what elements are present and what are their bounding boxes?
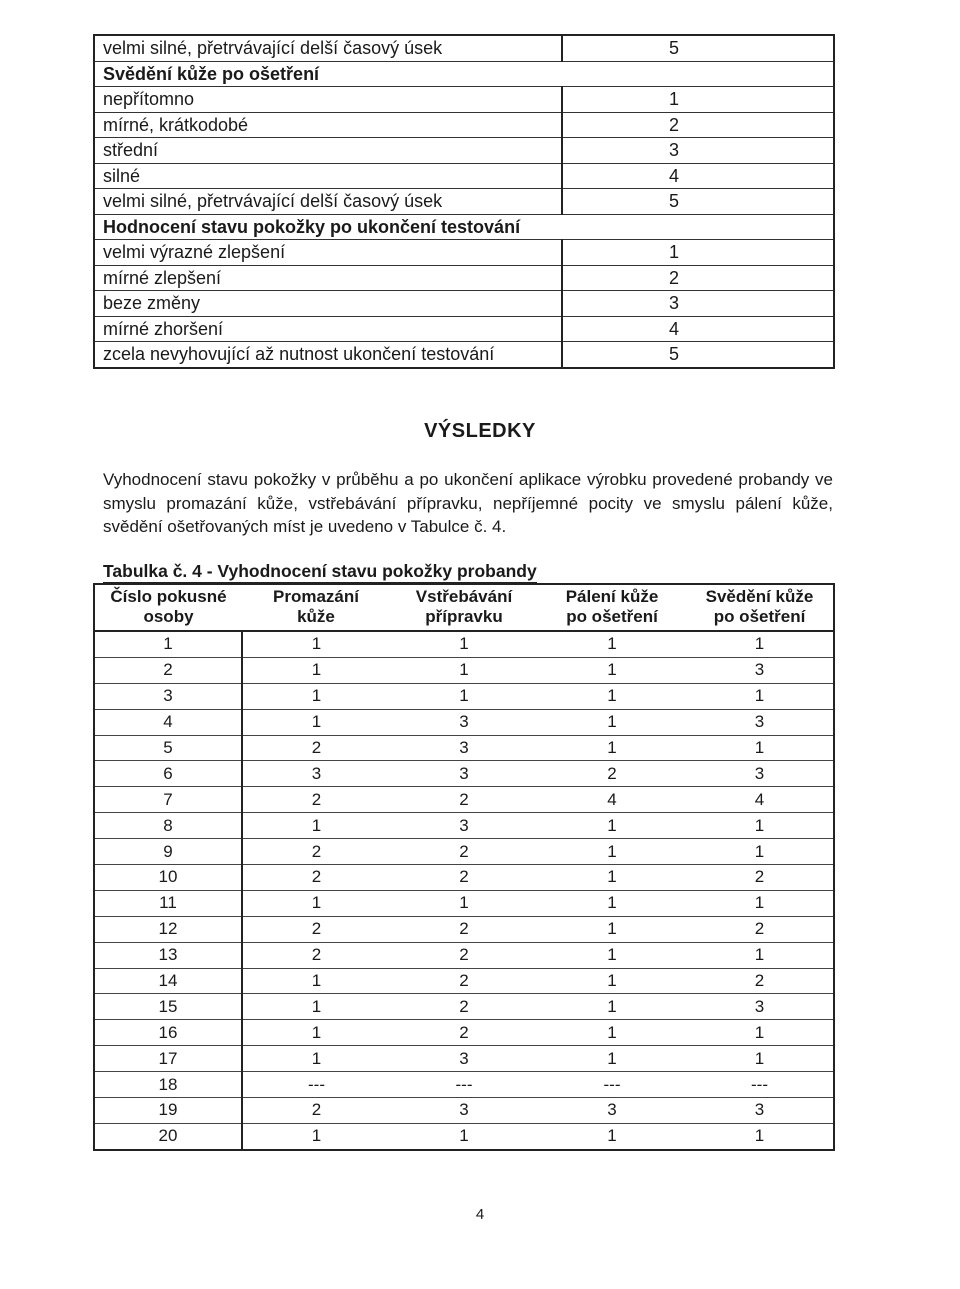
rating-cell: 1 <box>754 893 765 913</box>
rating-cell: 1 <box>607 945 617 965</box>
scale-row <box>94 189 834 215</box>
rating-cell: 3 <box>754 712 765 732</box>
table-row <box>94 968 834 994</box>
rating-cell: 2 <box>754 919 765 939</box>
scale-label: beze změny <box>94 291 562 317</box>
rating-cell: 1 <box>754 1126 765 1146</box>
rating-cell: --- <box>603 1074 621 1094</box>
table-header-row <box>94 584 834 631</box>
table-row <box>94 916 834 942</box>
scale-value <box>562 61 834 87</box>
rating-cell: 1 <box>607 634 617 654</box>
rating-cell: 1 <box>607 815 617 835</box>
rating-cell: 1 <box>607 1048 617 1068</box>
rating-cell: 1 <box>607 996 617 1016</box>
rating-cell: 2 <box>459 945 469 965</box>
subject-number-cell: 7 <box>94 787 242 813</box>
rating-cell: 2 <box>459 841 469 861</box>
rating-cell: 2 <box>754 867 765 887</box>
rating-cell: 1 <box>607 660 617 680</box>
subject-number-cell: 3 <box>94 683 242 709</box>
scale-label: mírné zlepšení <box>94 265 562 291</box>
rating-cell: 1 <box>311 712 322 732</box>
rating-cell: 1 <box>311 1126 322 1146</box>
scale-label: mírné, krátkodobé <box>94 112 562 138</box>
rating-cell: 3 <box>311 763 322 783</box>
scale-value: 4 <box>562 163 834 189</box>
rating-cell: 1 <box>311 634 322 654</box>
table-row <box>94 1098 834 1124</box>
rating-cell: 1 <box>459 686 469 706</box>
rating-cell: 2 <box>459 996 469 1016</box>
subject-number-cell: 20 <box>94 1123 242 1149</box>
results-paragraph: Vyhodnocení stavu pokožky v průběhu a po ukončení aplikace výrobku provedené probandy ve smyslu promazání kůže, vstřebávání přípravku, nepříjemné pocity ve smyslu pálení kůže, svědění ošetřovaných míst je uvedeno v Tabulce č. 4. <box>103 470 833 536</box>
rating-cell: 1 <box>459 893 469 913</box>
rating-cell: 1 <box>459 634 469 654</box>
rating-cell: 1 <box>754 945 765 965</box>
column-header: Promazání kůže <box>242 584 390 631</box>
rating-cell: 1 <box>754 1022 765 1042</box>
table-row <box>94 709 834 735</box>
scale-label: Hodnocení stavu pokožky po ukončení testování <box>94 214 562 240</box>
scale-row <box>94 316 834 342</box>
rating-cell: 1 <box>459 660 469 680</box>
scale-row <box>94 87 834 113</box>
rating-cell: 2 <box>311 945 322 965</box>
table-row <box>94 1123 834 1149</box>
table-row <box>94 1046 834 1072</box>
rating-cell: 2 <box>311 1100 322 1120</box>
subject-number-cell: 6 <box>94 761 242 787</box>
rating-cell: 1 <box>607 893 617 913</box>
rating-cell: 2 <box>459 789 469 809</box>
subject-number-cell: 10 <box>94 865 242 891</box>
rating-cell: 2 <box>607 763 617 783</box>
rating-cell: 2 <box>459 971 469 991</box>
rating-cell: 2 <box>311 738 322 757</box>
page-number: 4 <box>475 1206 485 1223</box>
rating-cell: 3 <box>754 1100 765 1120</box>
scale-row <box>94 112 834 138</box>
subject-number-cell: 5 <box>94 735 242 761</box>
table-row <box>94 683 834 709</box>
rating-cell: 3 <box>754 996 765 1016</box>
subject-number-cell: 18 <box>94 1072 242 1098</box>
table-row <box>94 865 834 891</box>
column-header: Vstřebávání přípravku <box>390 584 538 631</box>
rating-scale-table <box>93 34 835 369</box>
table-row <box>94 735 834 761</box>
rating-cell: 1 <box>754 686 765 706</box>
scale-value: 2 <box>562 265 834 291</box>
scale-value: 3 <box>562 291 834 317</box>
rating-cell: 4 <box>607 789 617 809</box>
subject-number-cell: 11 <box>94 890 242 916</box>
rating-cell: 1 <box>607 1126 617 1146</box>
rating-cell: 2 <box>459 1022 469 1042</box>
rating-cell: 1 <box>754 1048 765 1068</box>
rating-cell: 3 <box>754 763 765 783</box>
skin-evaluation-table <box>93 583 835 1151</box>
rating-cell: 1 <box>311 686 322 706</box>
rating-cell: 2 <box>311 919 322 939</box>
subject-number-cell: 19 <box>94 1098 242 1124</box>
rating-cell: 1 <box>607 919 617 939</box>
subject-number-cell: 12 <box>94 916 242 942</box>
rating-cell: 1 <box>311 1022 322 1042</box>
column-header: Svědění kůže po ošetření <box>686 584 834 631</box>
scale-value <box>562 214 834 240</box>
subject-number-cell: 13 <box>94 942 242 968</box>
subject-number-cell: 17 <box>94 1046 242 1072</box>
table-row <box>94 1072 834 1098</box>
table-row <box>94 890 834 916</box>
scale-label: střední <box>94 138 562 164</box>
column-header: Číslo pokusné osoby <box>94 584 242 631</box>
rating-cell: 1 <box>607 841 617 861</box>
table-row <box>94 631 834 657</box>
rating-cell: 3 <box>459 712 469 732</box>
scale-label: velmi silné, přetrvávající delší časový úsek <box>94 189 562 215</box>
rating-cell: 1 <box>754 841 765 861</box>
scale-label: velmi silné, přetrvávající delší časový úsek <box>94 35 562 61</box>
rating-cell: 3 <box>459 815 469 835</box>
scale-label: mírné zhoršení <box>94 316 562 342</box>
rating-cell: 1 <box>311 996 322 1016</box>
rating-cell: 1 <box>459 1126 469 1146</box>
scale-value: 5 <box>562 35 834 61</box>
rating-cell: 1 <box>754 634 765 654</box>
scale-value: 1 <box>562 240 834 266</box>
results-heading: VÝSLEDKY <box>424 420 536 442</box>
scale-value: 5 <box>562 189 834 215</box>
table-row <box>94 813 834 839</box>
table-row <box>94 761 834 787</box>
scale-value: 5 <box>562 342 834 368</box>
scale-row <box>94 35 834 61</box>
subject-number-cell: 14 <box>94 968 242 994</box>
scale-label: Svědění kůže po ošetření <box>94 61 562 87</box>
rating-cell: 1 <box>311 660 322 680</box>
rating-cell: --- <box>751 1074 768 1094</box>
scale-value: 3 <box>562 138 834 164</box>
rating-cell: 1 <box>607 971 617 991</box>
subject-number-cell: 15 <box>94 994 242 1020</box>
rating-cell: 1 <box>607 738 617 757</box>
rating-cell: 1 <box>754 815 765 835</box>
rating-cell: 2 <box>311 867 322 887</box>
subject-number-cell: 16 <box>94 1020 242 1046</box>
rating-cell: 3 <box>459 738 469 757</box>
rating-cell: 3 <box>607 1100 617 1120</box>
scale-section-header <box>94 214 834 240</box>
rating-cell: 2 <box>459 867 469 887</box>
rating-cell: --- <box>455 1074 473 1094</box>
column-header: Pálení kůže po ošetření <box>538 584 686 631</box>
rating-cell: 1 <box>607 867 617 887</box>
table-row <box>94 1020 834 1046</box>
scale-label: silné <box>94 163 562 189</box>
rating-cell: 1 <box>607 686 617 706</box>
table-row <box>94 657 834 683</box>
table-row <box>94 994 834 1020</box>
scale-label: zcela nevyhovující až nutnost ukončení testování <box>94 342 562 368</box>
rating-cell: 1 <box>754 738 765 757</box>
rating-cell: 1 <box>311 1048 322 1068</box>
subject-number-cell: 8 <box>94 813 242 839</box>
scale-value: 1 <box>562 87 834 113</box>
scale-value: 2 <box>562 112 834 138</box>
scale-section-header <box>94 61 834 87</box>
subject-number-cell: 1 <box>94 631 242 657</box>
rating-cell: 2 <box>754 971 765 991</box>
scale-row <box>94 265 834 291</box>
rating-cell: 2 <box>311 789 322 809</box>
scale-label: velmi výrazné zlepšení <box>94 240 562 266</box>
rating-cell: 1 <box>311 815 322 835</box>
rating-cell: 1 <box>607 1022 617 1042</box>
scale-label: nepřítomno <box>94 87 562 113</box>
rating-cell: 1 <box>311 971 322 991</box>
rating-cell: 4 <box>754 789 765 809</box>
scale-row <box>94 342 834 368</box>
rating-cell: 3 <box>459 763 469 783</box>
scale-row <box>94 240 834 266</box>
table-row <box>94 942 834 968</box>
table-row <box>94 787 834 813</box>
rating-cell: 3 <box>459 1100 469 1120</box>
scale-value: 4 <box>562 316 834 342</box>
rating-cell: 3 <box>459 1048 469 1068</box>
rating-cell: 2 <box>311 841 322 861</box>
rating-cell: --- <box>308 1074 325 1094</box>
subject-number-cell: 9 <box>94 839 242 865</box>
rating-cell: 1 <box>607 712 617 732</box>
table-row <box>94 839 834 865</box>
subject-number-cell: 2 <box>94 657 242 683</box>
subject-number-cell: 4 <box>94 709 242 735</box>
rating-cell: 1 <box>311 893 322 913</box>
scale-row <box>94 163 834 189</box>
scale-row <box>94 291 834 317</box>
rating-cell: 2 <box>459 919 469 939</box>
rating-cell: 3 <box>754 660 765 680</box>
scale-row <box>94 138 834 164</box>
table-caption: Tabulka č. 4 - Vyhodnocení stavu pokožky probandy <box>103 561 537 581</box>
